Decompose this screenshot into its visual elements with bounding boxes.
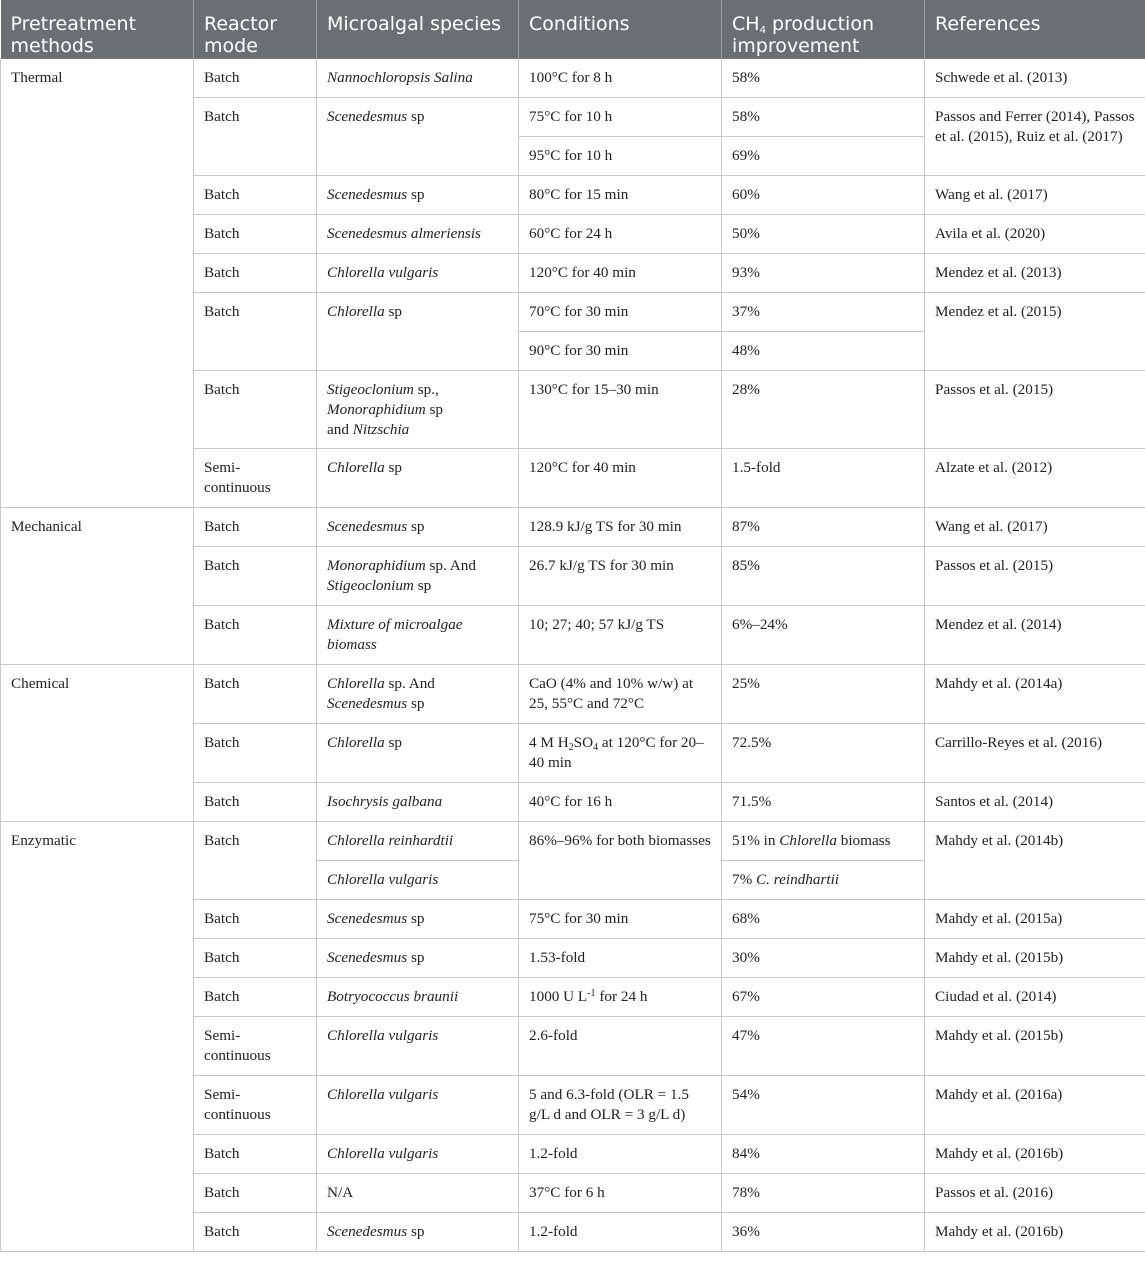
species-suffix: sp. And	[425, 556, 476, 574]
species-suffix: sp	[407, 107, 425, 125]
references-cell: Wang et al. (2017)	[925, 507, 1145, 546]
species-cell: Mixture of microalgae biomass	[317, 605, 519, 664]
species-name: Scenedesmus	[327, 694, 408, 712]
species-suffix: sp	[407, 909, 425, 927]
reactor-cell: Batch	[194, 664, 317, 723]
header-microalgal-species: Microalgal species	[317, 0, 519, 58]
conditions-cell	[519, 723, 722, 782]
species-suffix: sp	[407, 948, 425, 966]
reactor-cell: Batch	[194, 1134, 317, 1173]
conditions-cell: 130°C for 15–30 min	[519, 370, 722, 448]
conditions-cell: 128.9 kJ/g TS for 30 min	[519, 507, 722, 546]
reactor-cell: Batch	[194, 605, 317, 664]
conditions-text: SO	[573, 733, 594, 751]
method-cell-thermal: Thermal	[1, 58, 194, 507]
conditions-cell: CaO (4% and 10% w/w) at 25, 55°C and 72°C	[519, 664, 722, 723]
table-row	[1, 507, 1145, 546]
species-cell	[317, 723, 519, 782]
conditions-cell	[519, 977, 722, 1016]
references-cell: Mahdy et al. (2015a)	[925, 899, 1145, 938]
conditions-cell: 26.7 kJ/g TS for 30 min	[519, 546, 722, 605]
conditions-cell: 75°C for 10 h	[519, 97, 722, 136]
species-cell	[317, 899, 519, 938]
conditions-cell: 10; 27; 40; 57 kJ/g TS	[519, 605, 722, 664]
conditions-subscript: 4	[593, 741, 599, 753]
references-cell: Alzate et al. (2012)	[925, 448, 1145, 507]
species-cell: N/A	[317, 1173, 519, 1212]
conditions-cell: 40°C for 16 h	[519, 782, 722, 821]
species-name: Scenedesmus	[327, 948, 408, 966]
improvement-cell: 54%	[722, 1075, 925, 1134]
improvement-cell: 69%	[722, 136, 925, 175]
conditions-cell: 5 and 6.3-fold (OLR = 1.5 g/L d and OLR = 3 g/L d)	[519, 1075, 722, 1134]
references-cell: Mendez et al. (2014)	[925, 605, 1145, 664]
method-cell-enzymatic: Enzymatic	[1, 821, 194, 1251]
conditions-text: at 120°C for 20–40 min	[529, 733, 704, 771]
reactor-cell: Batch	[194, 292, 317, 370]
species-suffix: sp	[407, 185, 425, 203]
improvement-cell: 37%	[722, 292, 925, 331]
species-name: Scenedesmus	[327, 517, 408, 535]
reactor-cell: Batch	[194, 546, 317, 605]
improvement-cell: 28%	[722, 370, 925, 448]
references-cell: Carrillo-Reyes et al. (2016)	[925, 723, 1145, 782]
improvement-cell: 87%	[722, 507, 925, 546]
references-cell: Passos et al. (2016)	[925, 1173, 1145, 1212]
species-cell: Chlorella vulgaris	[317, 860, 519, 899]
conditions-cell: 95°C for 10 h	[519, 136, 722, 175]
species-suffix: sp. And	[384, 674, 435, 692]
references-cell: Ciudad et al. (2014)	[925, 977, 1145, 1016]
reactor-cell: Batch	[194, 507, 317, 546]
references-cell: Mahdy et al. (2015b)	[925, 1016, 1145, 1075]
species-name: Scenedesmus	[327, 1222, 408, 1240]
reactor-cell: Batch	[194, 97, 317, 175]
references-cell: Mendez et al. (2013)	[925, 253, 1145, 292]
improvement-cell	[722, 860, 925, 899]
species-cell	[317, 97, 519, 175]
improvement-text: biomass	[836, 831, 891, 849]
species-cell: Chlorella vulgaris	[317, 1075, 519, 1134]
reactor-cell: Semi-continuous	[194, 448, 317, 507]
conditions-cell: 80°C for 15 min	[519, 175, 722, 214]
reactor-cell: Semi-continuous	[194, 1075, 317, 1134]
header-ch4-text: CH	[732, 13, 760, 35]
improvement-text: 7%	[732, 870, 757, 888]
species-name: Scenedesmus	[327, 107, 408, 125]
species-suffix: sp	[425, 400, 444, 418]
species-suffix: sp	[407, 694, 425, 712]
improvement-cell: 36%	[722, 1212, 925, 1251]
references-cell: Mahdy et al. (2015b)	[925, 938, 1145, 977]
references-cell: Passos et al. (2015)	[925, 370, 1145, 448]
references-cell: Passos et al. (2015)	[925, 546, 1145, 605]
species-suffix: sp	[384, 733, 402, 751]
conditions-cell: 90°C for 30 min	[519, 331, 722, 370]
reactor-cell: Batch	[194, 723, 317, 782]
improvement-cell: 71.5%	[722, 782, 925, 821]
species-name: Monoraphidium	[327, 556, 426, 574]
species-name: Chlorella	[327, 458, 385, 476]
header-pretreatment-methods: Pretreatment methods	[1, 0, 194, 58]
improvement-cell: 1.5-fold	[722, 448, 925, 507]
reactor-cell: Batch	[194, 782, 317, 821]
species-name: Nitzschia	[352, 420, 410, 438]
species-cell	[317, 370, 519, 448]
improvement-cell: 25%	[722, 664, 925, 723]
conditions-superscript: -1	[587, 987, 596, 999]
table-row	[1, 58, 1145, 97]
conditions-cell: 37°C for 6 h	[519, 1173, 722, 1212]
references-cell: Wang et al. (2017)	[925, 175, 1145, 214]
references-cell: Mahdy et al. (2014b)	[925, 821, 1145, 899]
reactor-cell: Batch	[194, 370, 317, 448]
method-cell-chemical: Chemical	[1, 664, 194, 821]
references-cell: Mahdy et al. (2016b)	[925, 1212, 1145, 1251]
header-ch4-improvement	[722, 0, 925, 58]
species-name: Stigeoclonium	[327, 380, 414, 398]
improvement-species: Chlorella	[779, 831, 837, 849]
reactor-cell: Batch	[194, 938, 317, 977]
references-cell: Avila et al. (2020)	[925, 214, 1145, 253]
method-cell-mechanical: Mechanical	[1, 507, 194, 664]
improvement-cell: 6%–24%	[722, 605, 925, 664]
species-suffix: sp.,	[413, 380, 439, 398]
species-cell	[317, 938, 519, 977]
species-cell: Isochrysis galbana	[317, 782, 519, 821]
species-name: Monoraphidium	[327, 400, 426, 418]
improvement-cell: 48%	[722, 331, 925, 370]
species-suffix: sp	[384, 302, 402, 320]
conditions-cell: 60°C for 24 h	[519, 214, 722, 253]
reactor-cell: Batch	[194, 58, 317, 97]
improvement-cell: 58%	[722, 97, 925, 136]
header-conditions: Conditions	[519, 0, 722, 58]
improvement-cell: 78%	[722, 1173, 925, 1212]
references-cell: Schwede et al. (2013)	[925, 58, 1145, 97]
species-name: Scenedesmus	[327, 909, 408, 927]
species-suffix: sp	[407, 1222, 425, 1240]
improvement-cell: 72.5%	[722, 723, 925, 782]
references-cell: Mendez et al. (2015)	[925, 292, 1145, 370]
improvement-cell: 67%	[722, 977, 925, 1016]
species-cell: Chlorella reinhardtii	[317, 821, 519, 860]
species-cell: Botryococcus braunii	[317, 977, 519, 1016]
references-cell: Santos et al. (2014)	[925, 782, 1145, 821]
species-name: Scenedesmus	[327, 185, 408, 203]
species-name: Chlorella	[327, 674, 385, 692]
header-ch4-subscript: 4	[759, 25, 766, 36]
reactor-cell: Batch	[194, 977, 317, 1016]
references-cell: Mahdy et al. (2016a)	[925, 1075, 1145, 1134]
references-cell: Mahdy et al. (2014a)	[925, 664, 1145, 723]
conditions-cell: 1.53-fold	[519, 938, 722, 977]
improvement-text: 51% in	[732, 831, 780, 849]
improvement-cell: 60%	[722, 175, 925, 214]
improvement-cell: 50%	[722, 214, 925, 253]
species-cell: Scenedesmus almeriensis	[317, 214, 519, 253]
table-header-row	[1, 0, 1145, 58]
improvement-cell: 30%	[722, 938, 925, 977]
conditions-cell: 70°C for 30 min	[519, 292, 722, 331]
conditions-text: for 24 h	[595, 987, 648, 1005]
reactor-cell: Batch	[194, 214, 317, 253]
improvement-cell: 84%	[722, 1134, 925, 1173]
references-cell: Passos and Ferrer (2014), Passos et al. (2015), Ruiz et al. (2017)	[925, 97, 1145, 175]
references-cell: Mahdy et al. (2016b)	[925, 1134, 1145, 1173]
reactor-cell: Batch	[194, 899, 317, 938]
conditions-text: 1000 U L	[529, 987, 588, 1005]
species-cell	[317, 507, 519, 546]
species-cell	[317, 292, 519, 370]
table-row	[1, 664, 1145, 723]
species-cell	[317, 448, 519, 507]
reactor-cell: Batch	[194, 1173, 317, 1212]
species-cell	[317, 664, 519, 723]
conditions-text: 4 M H	[529, 733, 569, 751]
improvement-cell	[722, 821, 925, 860]
species-name: Chlorella	[327, 733, 385, 751]
species-name: Stigeoclonium	[327, 576, 414, 594]
reactor-cell: Batch	[194, 821, 317, 899]
species-suffix: sp	[384, 458, 402, 476]
species-cell	[317, 175, 519, 214]
species-suffix: sp	[413, 576, 432, 594]
improvement-cell: 85%	[722, 546, 925, 605]
improvement-cell: 68%	[722, 899, 925, 938]
table-row	[1, 821, 1145, 860]
species-cell: Nannochloropsis Salina	[317, 58, 519, 97]
conditions-cell: 2.6-fold	[519, 1016, 722, 1075]
conditions-cell: 86%–96% for both biomasses	[519, 821, 722, 899]
species-prefix: and	[327, 420, 353, 438]
species-cell: Chlorella vulgaris	[317, 1016, 519, 1075]
species-cell: Chlorella vulgaris	[317, 1134, 519, 1173]
conditions-cell: 120°C for 40 min	[519, 253, 722, 292]
improvement-cell: 58%	[722, 58, 925, 97]
conditions-cell: 75°C for 30 min	[519, 899, 722, 938]
conditions-cell: 120°C for 40 min	[519, 448, 722, 507]
reactor-cell: Batch	[194, 253, 317, 292]
reactor-cell: Batch	[194, 175, 317, 214]
species-suffix: sp	[407, 517, 425, 535]
header-reactor-mode: Reactor mode	[194, 0, 317, 58]
species-cell: Chlorella vulgaris	[317, 253, 519, 292]
species-cell	[317, 1212, 519, 1251]
conditions-cell: 1.2-fold	[519, 1212, 722, 1251]
conditions-cell: 1.2-fold	[519, 1134, 722, 1173]
conditions-subscript: 2	[568, 741, 574, 753]
header-references: References	[925, 0, 1145, 58]
header-ch4-suffix: production improvement	[732, 13, 874, 57]
species-name: Chlorella	[327, 302, 385, 320]
improvement-cell: 47%	[722, 1016, 925, 1075]
conditions-cell: 100°C for 8 h	[519, 58, 722, 97]
improvement-species: C. reindhartii	[756, 870, 840, 888]
species-cell	[317, 546, 519, 605]
improvement-cell: 93%	[722, 253, 925, 292]
reactor-cell: Batch	[194, 1212, 317, 1251]
reactor-cell: Semi-continuous	[194, 1016, 317, 1075]
